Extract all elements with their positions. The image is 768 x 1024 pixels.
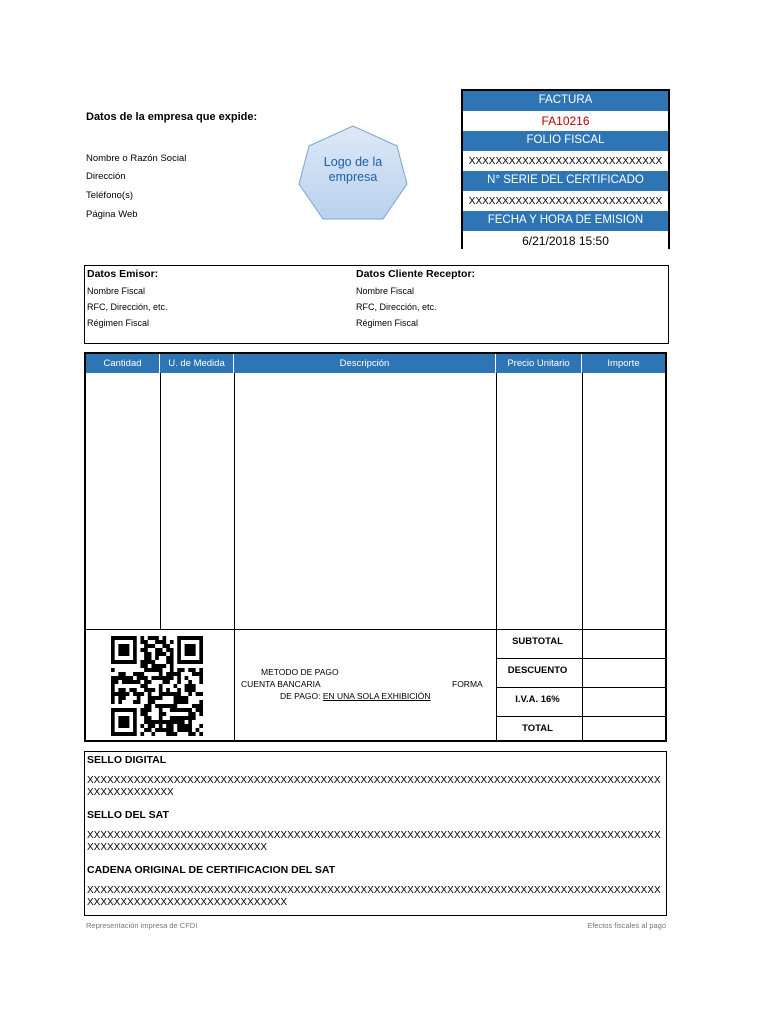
receptor-rfc: RFC, Dirección, etc.	[356, 302, 437, 312]
qr-code-icon	[111, 636, 203, 736]
company-title: Datos de la empresa que expide:	[86, 111, 258, 123]
fecha-emision-label: FECHA Y HORA DE EMISION	[463, 211, 668, 232]
total-label: TOTAL	[522, 723, 553, 734]
header-importe: Importe	[607, 358, 640, 369]
header-descripcion: Descripción	[234, 354, 496, 373]
header-cantidad: Cantidad	[86, 354, 160, 373]
forma-pago-row	[241, 690, 489, 702]
sello-sat-value: XXXXXXXXXXXXXXXXXXXXXXXXXXXXXXXXXXXXXXXXXXXXXXXXXXXXXXXXXXXXXXXXXXXXXXXXXXXXXXXXXXXXXXXXXXXXXXXXXXXXXXXXXXXXXXXXX	[87, 830, 661, 853]
factura-number: FA10216	[463, 112, 668, 132]
header-unidad: U. de Medida	[160, 354, 234, 373]
logo-text-line2: empresa	[328, 170, 378, 184]
row-divider	[496, 658, 665, 659]
folio-fiscal-value: XXXXXXXXXXXXXXXXXXXXXXXXXXXXX	[463, 152, 668, 172]
company-logo	[297, 124, 409, 222]
column-divider	[582, 373, 583, 741]
de-pago-label: DE PAGO:	[280, 691, 321, 701]
descuento-label: DESCUENTO	[507, 665, 568, 676]
cadena-original-value: XXXXXXXXXXXXXXXXXXXXXXXXXXXXXXXXXXXXXXXXXXXXXXXXXXXXXXXXXXXXXXXXXXXXXXXXXXXXXXXXXXXXXXXXXXXXXXXXXXXXXXXXXXXXXXXXXXXX	[87, 885, 661, 908]
footer-right-note: Efectos fiscales al pago	[587, 921, 666, 930]
company-phone-label: Teléfono(s)	[86, 190, 133, 201]
cuenta-bancaria-row	[241, 678, 489, 690]
forma-label: FORMA	[452, 679, 483, 689]
qr-modules	[111, 636, 203, 736]
column-divider	[496, 373, 497, 741]
subtotal-label: SUBTOTAL	[512, 636, 563, 647]
factura-box	[461, 89, 670, 249]
forma-pago-value: EN UNA SOLA EXHIBICIÓN	[322, 691, 431, 701]
cadena-original-label: CADENA ORIGINAL DE CERTIFICACION DEL SAT	[87, 864, 336, 876]
folio-fiscal-label: FOLIO FISCAL	[463, 131, 668, 152]
iva-label: I.V.A. 16%	[515, 694, 560, 705]
payment-method-block	[241, 666, 489, 702]
company-name-label: Nombre o Razón Social	[86, 153, 187, 164]
sello-sat-label: SELLO DEL SAT	[87, 809, 169, 821]
sellos-box	[84, 751, 667, 916]
emisor-section	[87, 266, 357, 328]
logo-text-line1: Logo de la	[323, 155, 383, 169]
company-web-label: Página Web	[86, 209, 138, 220]
fecha-emision-value: 6/21/2018 15:50	[463, 232, 668, 252]
column-divider	[160, 373, 161, 630]
items-table-header	[86, 354, 665, 373]
factura-label: FACTURA	[463, 91, 668, 112]
sello-digital-value: XXXXXXXXXXXXXXXXXXXXXXXXXXXXXXXXXXXXXXXXXXXXXXXXXXXXXXXXXXXXXXXXXXXXXXXXXXXXXXXXXXXXXXXXXXXXXXXXXXX	[87, 775, 661, 798]
receptor-title: Datos Cliente Receptor:	[356, 268, 476, 280]
serie-certificado-value: XXXXXXXXXXXXXXXXXXXXXXXXXXXXX	[463, 192, 668, 212]
cuenta-bancaria-label: CUENTA BANCARIA	[241, 679, 321, 689]
company-address-label: Dirección	[86, 171, 126, 182]
receptor-regimen: Régimen Fiscal	[356, 318, 419, 328]
parties-box	[84, 265, 669, 344]
row-divider	[496, 687, 665, 688]
emisor-regimen: Régimen Fiscal	[87, 318, 150, 328]
qr-code	[111, 636, 203, 736]
header-precio-unitario: Precio Unitario	[496, 354, 582, 373]
sello-digital-label: SELLO DIGITAL	[87, 754, 167, 766]
footer-left-note: Representación impresa de CFDI	[86, 921, 198, 930]
serie-certificado-label: N° SERIE DEL CERTIFICADO	[463, 171, 668, 192]
row-divider	[496, 716, 665, 717]
row-divider	[86, 629, 665, 630]
emisor-rfc: RFC, Dirección, etc.	[87, 302, 168, 312]
metodo-pago-label: METODO DE PAGO	[261, 667, 339, 677]
emisor-title: Datos Emisor:	[87, 268, 159, 280]
column-divider	[234, 373, 235, 741]
receptor-section	[356, 266, 626, 328]
receptor-nombre: Nombre Fiscal	[356, 286, 415, 296]
logo-text	[297, 155, 409, 185]
emisor-nombre: Nombre Fiscal	[87, 286, 146, 296]
